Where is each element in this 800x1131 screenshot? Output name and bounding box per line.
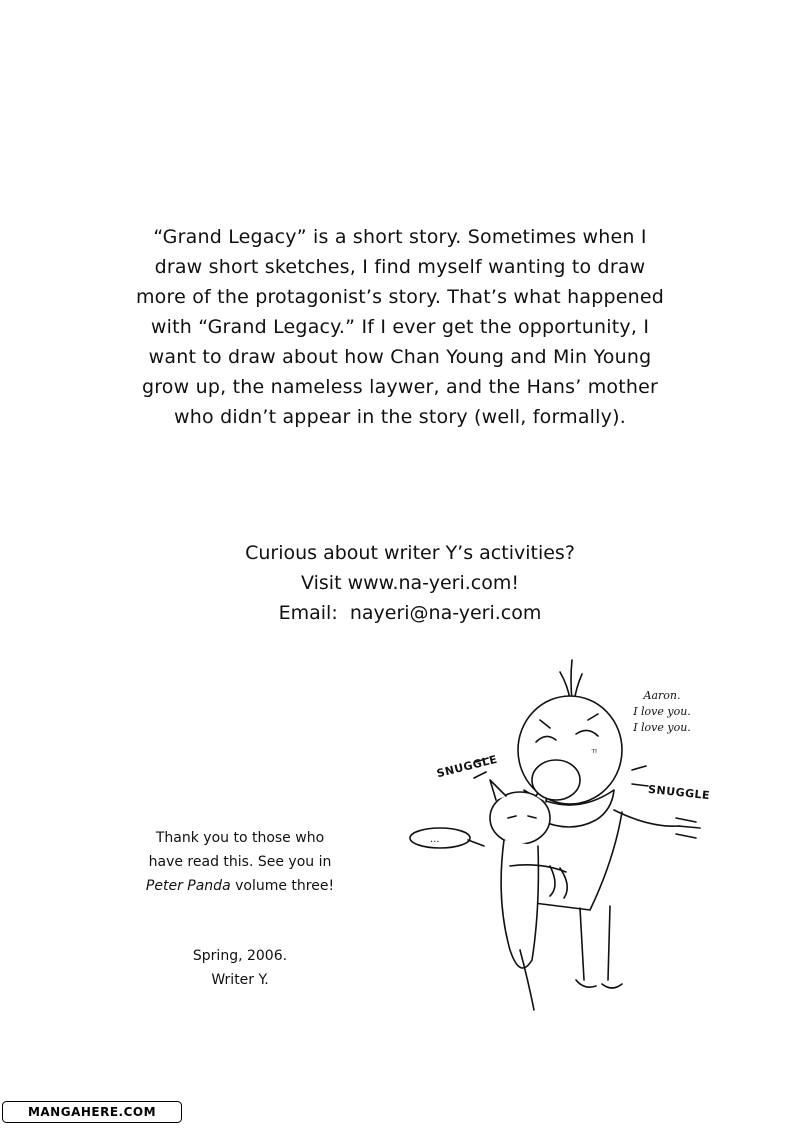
email-address: nayeri@na-yeri.com <box>349 602 542 624</box>
thanks-line <box>130 874 350 898</box>
snuggle-sfx-left: SNUGGLE <box>435 752 499 781</box>
boy-hand <box>676 818 700 838</box>
watermark-logo <box>2 1101 182 1123</box>
thanks-line: Thank you to those who <box>155 830 325 846</box>
hair-strand <box>571 660 572 700</box>
cat-body <box>501 840 538 968</box>
thanks-note <box>130 826 350 898</box>
intro-line: more of the protagonist’s story. That’s what happened <box>135 286 665 308</box>
face-mark: ㄲ <box>590 747 598 756</box>
email-line <box>200 598 620 628</box>
snuggle-sfx-right: SNUGGLE <box>647 782 711 803</box>
cat-head <box>490 792 550 844</box>
signature-block <box>170 944 310 992</box>
speech-line: I love you. <box>633 705 691 718</box>
signature-date: Spring, 2006. <box>192 948 288 964</box>
cat-speech-bubble <box>410 828 470 848</box>
intro-paragraph <box>120 222 680 432</box>
boy-speech <box>622 688 702 736</box>
intro-line: “Grand Legacy” is a short story. Sometimes when I <box>153 226 647 248</box>
speech-line: I love you. <box>633 721 691 734</box>
boy-foot <box>576 980 622 988</box>
intro-line: grow up, the nameless laywer, and the Hans’ mother <box>141 376 659 398</box>
contact-block <box>200 538 620 628</box>
thanks-line: have read this. See you in <box>148 854 332 870</box>
intro-line: with “Grand Legacy.” If I ever get the opportunity, I <box>150 316 650 338</box>
boy-mouth <box>532 760 580 800</box>
bubble-tail <box>468 840 484 846</box>
thanks-line-rest: volume three! <box>230 878 335 894</box>
signature-author: Writer Y. <box>211 972 269 988</box>
boy-arm <box>614 810 680 826</box>
watermark-text: MANGAHERE.COM <box>27 1105 157 1119</box>
intro-line: want to draw about how Chan Young and Min Young <box>148 346 652 368</box>
intro-line: draw short sketches, I find myself wanting to draw <box>154 256 646 278</box>
email-label: Email: <box>278 602 338 624</box>
boy-leg <box>580 906 610 980</box>
intro-line: who didn’t appear in the story (well, formally). <box>174 406 626 428</box>
speech-line: Aaron. <box>643 689 681 702</box>
contact-question: Curious about writer Y’s activities? <box>245 542 575 564</box>
website-line: Visit www.na-yeri.com! <box>301 572 519 594</box>
cat-bubble-text: ... <box>430 834 440 845</box>
book-title: Peter Panda <box>145 878 231 894</box>
